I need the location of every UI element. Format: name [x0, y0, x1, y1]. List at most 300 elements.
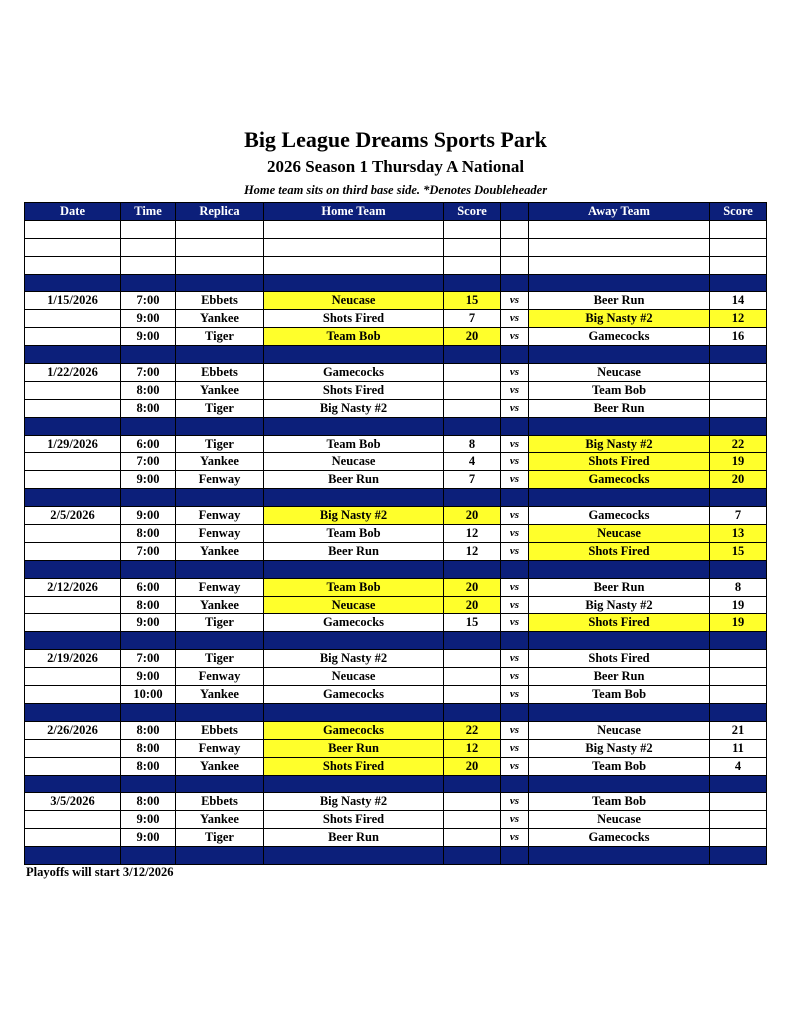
separator-cell	[529, 274, 710, 292]
empty-cell	[25, 668, 121, 686]
week-separator-row	[25, 489, 767, 507]
empty-cell	[25, 328, 121, 346]
empty-cell	[501, 256, 529, 274]
schedule-note: Home team sits on third base side. *Denotes Doubleheader	[243, 183, 548, 197]
away-team: Shots Fired	[529, 453, 710, 471]
separator-cell	[444, 560, 501, 578]
away-score: 11	[710, 739, 767, 757]
empty-cell	[529, 256, 710, 274]
week-separator-row	[25, 417, 767, 435]
away-score	[710, 364, 767, 382]
empty-cell	[710, 238, 767, 256]
separator-cell	[501, 847, 529, 865]
game-row	[25, 793, 767, 811]
away-score	[710, 793, 767, 811]
blank-row	[25, 238, 767, 256]
separator-cell	[176, 560, 264, 578]
separator-cell	[501, 417, 529, 435]
game-date: 2/12/2026	[25, 578, 121, 596]
separator-cell	[121, 703, 176, 721]
away-score: 19	[710, 614, 767, 632]
separator-cell	[264, 417, 444, 435]
game-replica: Tiger	[176, 399, 264, 417]
empty-cell	[444, 256, 501, 274]
empty-cell	[176, 238, 264, 256]
home-score: 20	[444, 757, 501, 775]
schedule-table	[24, 202, 767, 865]
home-team: Gamecocks	[264, 364, 444, 382]
empty-cell	[25, 542, 121, 560]
game-row	[25, 507, 767, 525]
separator-cell	[264, 489, 444, 507]
away-score	[710, 399, 767, 417]
vs-label: vs	[501, 310, 529, 328]
game-time: 9:00	[121, 328, 176, 346]
vs-label: vs	[501, 721, 529, 739]
game-time: 6:00	[121, 578, 176, 596]
vs-label: vs	[501, 757, 529, 775]
vs-label: vs	[501, 453, 529, 471]
separator-cell	[25, 346, 121, 364]
home-team: Shots Fired	[264, 757, 444, 775]
away-score: 21	[710, 721, 767, 739]
home-team: Big Nasty #2	[264, 507, 444, 525]
empty-cell	[25, 310, 121, 328]
week-separator-row	[25, 560, 767, 578]
game-row	[25, 811, 767, 829]
separator-cell	[25, 632, 121, 650]
away-team: Neucase	[529, 811, 710, 829]
away-team: Shots Fired	[529, 542, 710, 560]
home-score: 7	[444, 310, 501, 328]
separator-cell	[444, 346, 501, 364]
home-score: 20	[444, 507, 501, 525]
separator-cell	[25, 274, 121, 292]
empty-cell	[444, 220, 501, 238]
game-date: 1/22/2026	[25, 364, 121, 382]
col-header-vs	[501, 203, 529, 221]
separator-cell	[529, 560, 710, 578]
home-team: Big Nasty #2	[264, 399, 444, 417]
game-row	[25, 399, 767, 417]
game-replica: Tiger	[176, 435, 264, 453]
separator-cell	[529, 346, 710, 364]
empty-cell	[25, 525, 121, 543]
game-date: 1/15/2026	[25, 292, 121, 310]
away-team: Big Nasty #2	[529, 596, 710, 614]
separator-cell	[121, 489, 176, 507]
away-team: Big Nasty #2	[529, 435, 710, 453]
vs-label: vs	[501, 542, 529, 560]
empty-cell	[264, 256, 444, 274]
separator-cell	[264, 703, 444, 721]
separator-cell	[710, 417, 767, 435]
game-replica: Yankee	[176, 811, 264, 829]
home-team: Neucase	[264, 596, 444, 614]
game-time: 9:00	[121, 811, 176, 829]
game-time: 9:00	[121, 471, 176, 489]
away-score: 20	[710, 471, 767, 489]
away-team: Gamecocks	[529, 507, 710, 525]
game-replica: Tiger	[176, 829, 264, 847]
away-score	[710, 381, 767, 399]
home-team: Beer Run	[264, 829, 444, 847]
week-separator-row	[25, 346, 767, 364]
separator-cell	[25, 703, 121, 721]
separator-cell	[176, 703, 264, 721]
game-time: 9:00	[121, 668, 176, 686]
home-team: Team Bob	[264, 525, 444, 543]
home-team: Beer Run	[264, 739, 444, 757]
game-replica: Yankee	[176, 596, 264, 614]
away-team: Gamecocks	[529, 829, 710, 847]
game-replica: Ebbets	[176, 292, 264, 310]
game-row	[25, 829, 767, 847]
home-score: 22	[444, 721, 501, 739]
week-separator-row	[25, 274, 767, 292]
home-team: Gamecocks	[264, 721, 444, 739]
empty-cell	[25, 739, 121, 757]
separator-cell	[501, 346, 529, 364]
home-score	[444, 381, 501, 399]
empty-cell	[25, 829, 121, 847]
game-replica: Fenway	[176, 525, 264, 543]
away-score	[710, 686, 767, 704]
empty-cell	[444, 238, 501, 256]
game-row	[25, 614, 767, 632]
separator-cell	[121, 346, 176, 364]
home-team: Neucase	[264, 292, 444, 310]
home-score: 20	[444, 596, 501, 614]
away-score	[710, 829, 767, 847]
empty-cell	[25, 596, 121, 614]
separator-cell	[710, 346, 767, 364]
empty-cell	[121, 238, 176, 256]
vs-label: vs	[501, 292, 529, 310]
away-score: 16	[710, 328, 767, 346]
game-time: 8:00	[121, 739, 176, 757]
home-score	[444, 829, 501, 847]
empty-cell	[25, 614, 121, 632]
vs-label: vs	[501, 525, 529, 543]
separator-cell	[501, 274, 529, 292]
game-replica: Fenway	[176, 578, 264, 596]
vs-label: vs	[501, 507, 529, 525]
vs-label: vs	[501, 399, 529, 417]
away-score	[710, 811, 767, 829]
empty-cell	[121, 256, 176, 274]
game-replica: Ebbets	[176, 721, 264, 739]
away-score: 13	[710, 525, 767, 543]
empty-cell	[25, 220, 121, 238]
game-row	[25, 328, 767, 346]
separator-cell	[25, 560, 121, 578]
home-score	[444, 811, 501, 829]
home-team: Neucase	[264, 453, 444, 471]
separator-cell	[264, 632, 444, 650]
empty-cell	[529, 220, 710, 238]
separator-cell	[501, 489, 529, 507]
game-replica: Tiger	[176, 328, 264, 346]
home-team: Big Nasty #2	[264, 793, 444, 811]
away-team: Gamecocks	[529, 471, 710, 489]
home-score	[444, 793, 501, 811]
home-score: 20	[444, 328, 501, 346]
game-row	[25, 292, 767, 310]
game-time: 9:00	[121, 614, 176, 632]
game-date: 2/19/2026	[25, 650, 121, 668]
vs-label: vs	[501, 793, 529, 811]
vs-label: vs	[501, 471, 529, 489]
away-score	[710, 650, 767, 668]
home-score: 20	[444, 578, 501, 596]
away-team: Neucase	[529, 721, 710, 739]
game-row	[25, 668, 767, 686]
away-team: Neucase	[529, 364, 710, 382]
game-replica: Yankee	[176, 542, 264, 560]
home-score	[444, 364, 501, 382]
separator-cell	[176, 632, 264, 650]
vs-label: vs	[501, 364, 529, 382]
vs-label: vs	[501, 668, 529, 686]
home-team: Gamecocks	[264, 614, 444, 632]
separator-cell	[444, 274, 501, 292]
blank-row	[25, 220, 767, 238]
separator-cell	[176, 847, 264, 865]
game-row	[25, 721, 767, 739]
home-score: 7	[444, 471, 501, 489]
away-team: Beer Run	[529, 292, 710, 310]
empty-cell	[501, 238, 529, 256]
game-time: 10:00	[121, 686, 176, 704]
separator-cell	[25, 847, 121, 865]
empty-cell	[25, 381, 121, 399]
empty-cell	[121, 220, 176, 238]
separator-cell	[710, 489, 767, 507]
blank-row	[25, 256, 767, 274]
game-replica: Fenway	[176, 507, 264, 525]
empty-cell	[710, 220, 767, 238]
vs-label: vs	[501, 829, 529, 847]
game-time: 7:00	[121, 292, 176, 310]
away-score: 4	[710, 757, 767, 775]
away-score: 15	[710, 542, 767, 560]
col-header-time: Time	[121, 203, 176, 221]
away-team: Team Bob	[529, 381, 710, 399]
home-score	[444, 399, 501, 417]
separator-cell	[444, 632, 501, 650]
separator-cell	[529, 489, 710, 507]
separator-cell	[529, 417, 710, 435]
empty-cell	[25, 811, 121, 829]
separator-cell	[444, 417, 501, 435]
away-score: 12	[710, 310, 767, 328]
away-score: 7	[710, 507, 767, 525]
home-team: Beer Run	[264, 471, 444, 489]
away-team: Beer Run	[529, 668, 710, 686]
home-score: 12	[444, 525, 501, 543]
game-replica: Ebbets	[176, 793, 264, 811]
away-team: Shots Fired	[529, 650, 710, 668]
vs-label: vs	[501, 578, 529, 596]
game-time: 7:00	[121, 650, 176, 668]
vs-label: vs	[501, 739, 529, 757]
game-row	[25, 381, 767, 399]
page-title: Big League Dreams Sports Park	[244, 127, 547, 152]
empty-cell	[529, 238, 710, 256]
separator-cell	[529, 703, 710, 721]
away-score: 19	[710, 453, 767, 471]
home-score: 12	[444, 739, 501, 757]
separator-cell	[264, 775, 444, 793]
separator-cell	[264, 274, 444, 292]
separator-cell	[710, 703, 767, 721]
week-separator-row	[25, 632, 767, 650]
away-team: Team Bob	[529, 793, 710, 811]
table-header-row	[25, 203, 767, 221]
home-score: 4	[444, 453, 501, 471]
away-team: Big Nasty #2	[529, 310, 710, 328]
empty-cell	[710, 256, 767, 274]
game-date: 1/29/2026	[25, 435, 121, 453]
game-replica: Fenway	[176, 739, 264, 757]
game-row	[25, 453, 767, 471]
game-replica: Tiger	[176, 650, 264, 668]
game-row	[25, 650, 767, 668]
game-row	[25, 757, 767, 775]
empty-cell	[25, 399, 121, 417]
game-replica: Yankee	[176, 453, 264, 471]
game-row	[25, 435, 767, 453]
home-team: Neucase	[264, 668, 444, 686]
game-time: 8:00	[121, 381, 176, 399]
separator-cell	[501, 560, 529, 578]
empty-cell	[176, 256, 264, 274]
col-header-home-score: Score	[444, 203, 501, 221]
separator-cell	[176, 775, 264, 793]
game-time: 8:00	[121, 721, 176, 739]
home-team: Shots Fired	[264, 310, 444, 328]
game-time: 8:00	[121, 596, 176, 614]
game-time: 8:00	[121, 757, 176, 775]
game-time: 8:00	[121, 793, 176, 811]
vs-label: vs	[501, 381, 529, 399]
separator-cell	[444, 489, 501, 507]
schedule-body	[25, 220, 767, 864]
col-header-date: Date	[25, 203, 121, 221]
away-team: Big Nasty #2	[529, 739, 710, 757]
away-team: Beer Run	[529, 399, 710, 417]
game-replica: Yankee	[176, 757, 264, 775]
game-time: 8:00	[121, 399, 176, 417]
col-header-away-team: Away Team	[529, 203, 710, 221]
separator-cell	[264, 847, 444, 865]
empty-cell	[25, 256, 121, 274]
separator-cell	[529, 847, 710, 865]
game-row	[25, 739, 767, 757]
empty-cell	[25, 238, 121, 256]
game-replica: Fenway	[176, 668, 264, 686]
separator-cell	[710, 274, 767, 292]
game-time: 6:00	[121, 435, 176, 453]
game-row	[25, 525, 767, 543]
separator-cell	[264, 346, 444, 364]
separator-cell	[710, 632, 767, 650]
game-replica: Yankee	[176, 310, 264, 328]
game-time: 9:00	[121, 310, 176, 328]
game-replica: Tiger	[176, 614, 264, 632]
home-team: Team Bob	[264, 578, 444, 596]
vs-label: vs	[501, 650, 529, 668]
vs-label: vs	[501, 811, 529, 829]
vs-label: vs	[501, 686, 529, 704]
game-row	[25, 310, 767, 328]
separator-cell	[25, 417, 121, 435]
week-separator-row	[25, 847, 767, 865]
home-team: Big Nasty #2	[264, 650, 444, 668]
separator-cell	[25, 775, 121, 793]
home-score	[444, 668, 501, 686]
home-score: 12	[444, 542, 501, 560]
home-score: 8	[444, 435, 501, 453]
separator-cell	[264, 560, 444, 578]
home-score: 15	[444, 292, 501, 310]
away-score	[710, 668, 767, 686]
away-score: 8	[710, 578, 767, 596]
game-date: 2/5/2026	[25, 507, 121, 525]
separator-cell	[121, 847, 176, 865]
page-subtitle: 2026 Season 1 Thursday A National	[266, 157, 525, 176]
empty-cell	[264, 220, 444, 238]
away-team: Shots Fired	[529, 614, 710, 632]
separator-cell	[710, 560, 767, 578]
separator-cell	[501, 703, 529, 721]
footer-note: Playoffs will start 3/12/2026	[26, 865, 174, 879]
empty-cell	[25, 471, 121, 489]
vs-label: vs	[501, 596, 529, 614]
game-row	[25, 542, 767, 560]
away-score: 14	[710, 292, 767, 310]
game-replica: Ebbets	[176, 364, 264, 382]
game-date: 3/5/2026	[25, 793, 121, 811]
home-team: Team Bob	[264, 435, 444, 453]
empty-cell	[264, 238, 444, 256]
col-header-replica: Replica	[176, 203, 264, 221]
home-score	[444, 686, 501, 704]
home-team: Gamecocks	[264, 686, 444, 704]
separator-cell	[529, 775, 710, 793]
home-score: 15	[444, 614, 501, 632]
home-team: Shots Fired	[264, 811, 444, 829]
separator-cell	[176, 274, 264, 292]
separator-cell	[444, 703, 501, 721]
game-time: 7:00	[121, 364, 176, 382]
separator-cell	[710, 847, 767, 865]
game-time: 7:00	[121, 453, 176, 471]
vs-label: vs	[501, 435, 529, 453]
away-score: 19	[710, 596, 767, 614]
separator-cell	[444, 847, 501, 865]
empty-cell	[176, 220, 264, 238]
separator-cell	[176, 417, 264, 435]
separator-cell	[121, 775, 176, 793]
game-row	[25, 596, 767, 614]
empty-cell	[25, 757, 121, 775]
separator-cell	[176, 489, 264, 507]
separator-cell	[121, 560, 176, 578]
col-header-home-team: Home Team	[264, 203, 444, 221]
game-row	[25, 686, 767, 704]
